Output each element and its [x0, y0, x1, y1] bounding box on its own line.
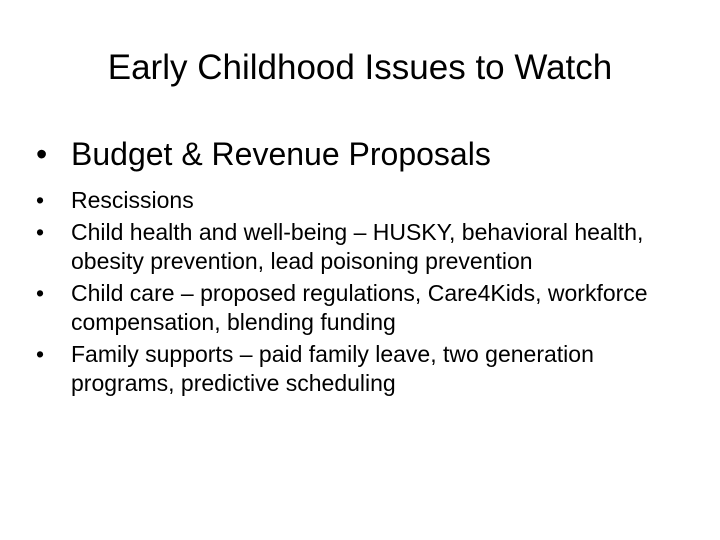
bullet-icon: • — [36, 280, 45, 306]
bullet-item-child-health — [36, 218, 686, 276]
bullet-text: Child health and well-being – HUSKY, behavioral health, obesity prevention, lead poisoning prevention — [71, 219, 644, 274]
bullet-icon: • — [36, 187, 45, 213]
bullet-item-budget — [36, 130, 686, 178]
bullet-text: Rescissions — [71, 187, 194, 213]
bullet-text: Family supports – paid family leave, two generation programs, predictive scheduling — [71, 341, 594, 396]
bullet-icon: • — [36, 341, 45, 367]
bullet-item-child-care — [36, 279, 686, 337]
bullet-text: Child care – proposed regulations, Care4Kids, workforce compensation, blending funding — [71, 280, 648, 335]
slide-title: Early Childhood Issues to Watch — [107, 48, 613, 87]
bullet-item-rescissions — [36, 186, 686, 215]
bullet-list — [36, 130, 686, 401]
bullet-icon: • — [36, 219, 45, 245]
bullet-text: Budget & Revenue Proposals — [71, 136, 491, 172]
bullet-item-family-supports — [36, 340, 686, 398]
bullet-icon: • — [36, 136, 48, 172]
